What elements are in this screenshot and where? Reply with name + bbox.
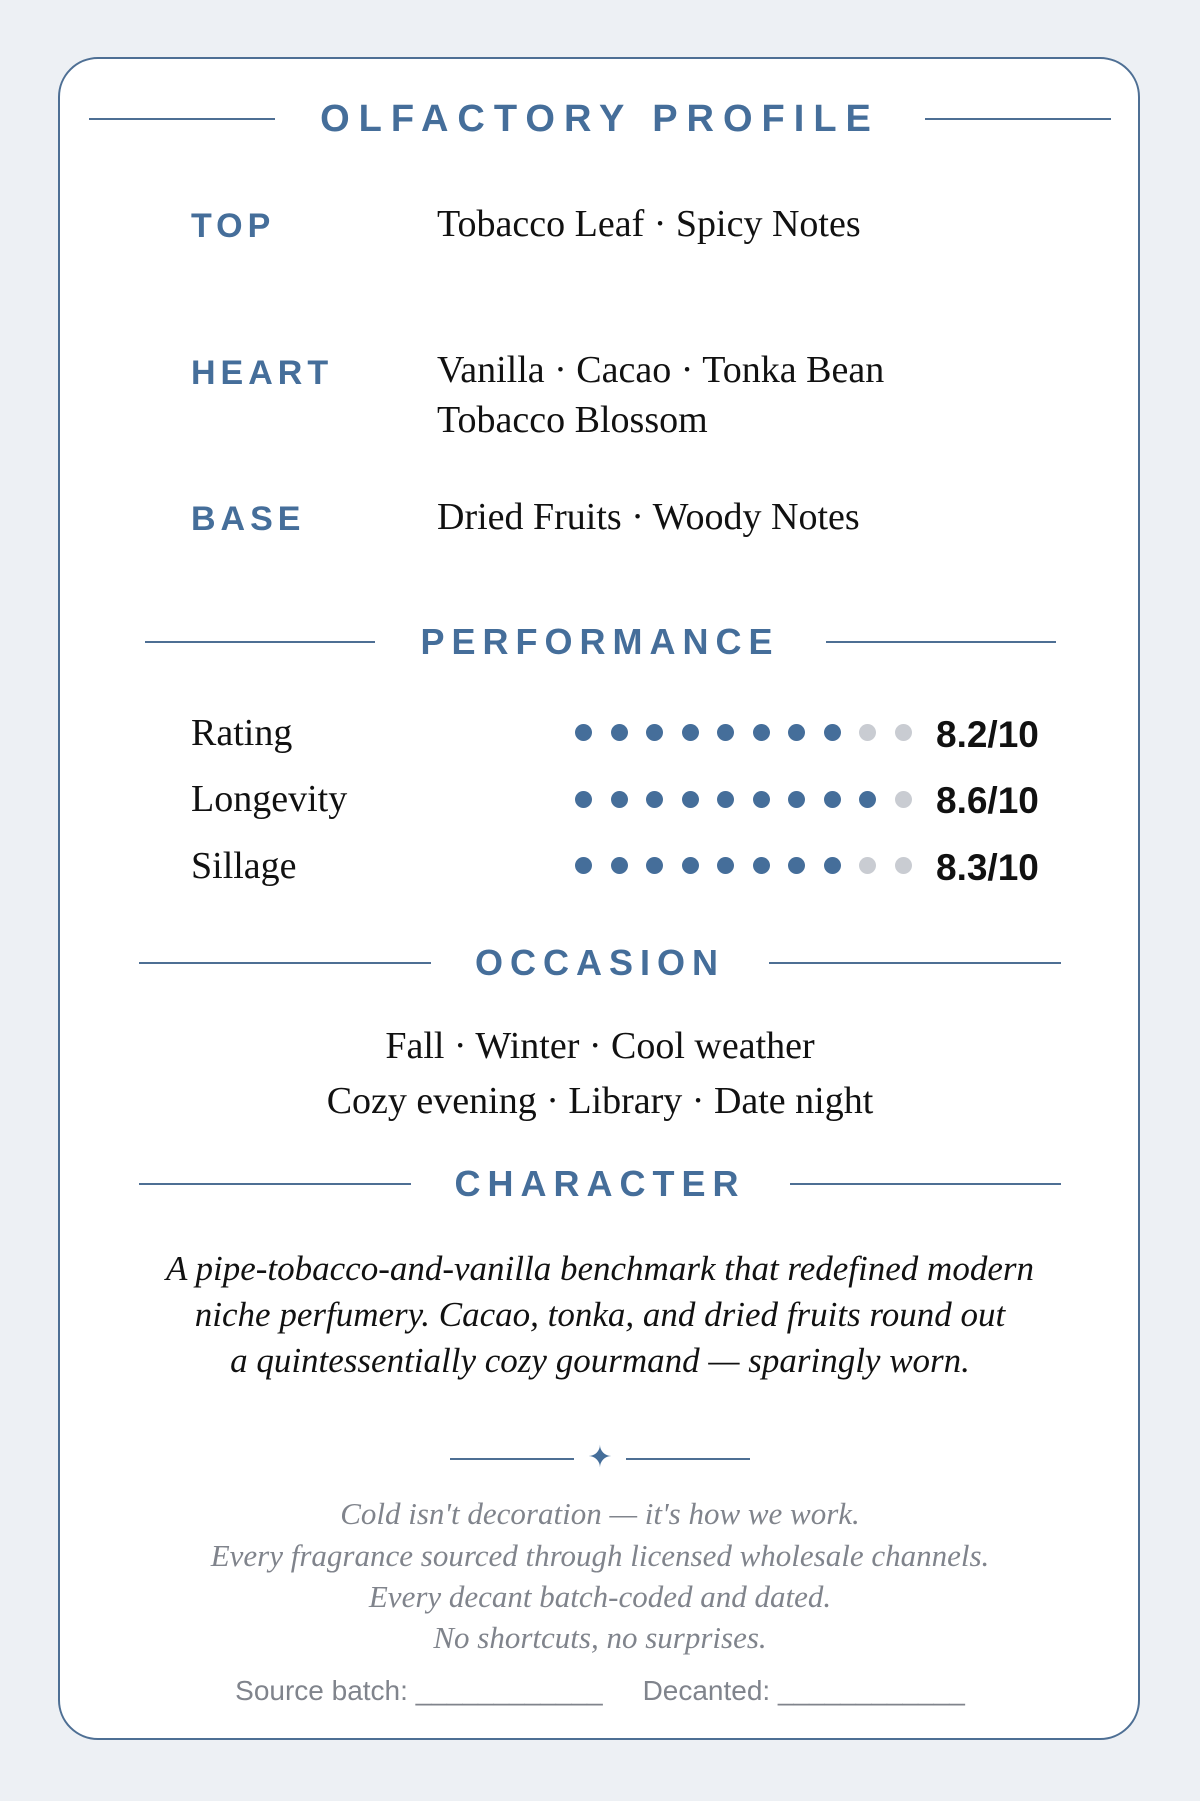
rating-dot-filled [753, 791, 770, 808]
performance-title: PERFORMANCE [420, 621, 780, 662]
footer-fields [0, 1677, 1200, 1705]
rating-dot-filled [646, 724, 663, 741]
rating-dot-filled [824, 857, 841, 874]
rating-dot-filled [753, 724, 770, 741]
rating-dot-filled [575, 791, 592, 808]
rating-dot-filled [575, 857, 592, 874]
performance-score-longevity: 8.6/10 [936, 780, 1039, 821]
heart-notes-line: Vanilla · Cacao · Tonka Bean [437, 349, 885, 391]
footer-line: Every fragrance sourced through licensed wholesale channels. [210, 1538, 990, 1573]
footer-line: Cold isn't decoration — it's how we work. [340, 1496, 860, 1531]
heart-notes-label: HEART [191, 354, 334, 392]
occasion-title: OCCASION [474, 942, 725, 983]
rating-dot-filled [611, 791, 628, 808]
rating-dot-filled [859, 791, 876, 808]
rating-dot-filled [753, 857, 770, 874]
rating-dot-filled [611, 857, 628, 874]
rating-dot-filled [788, 724, 805, 741]
character-title: CHARACTER [454, 1163, 746, 1204]
rating-dot-filled [611, 724, 628, 741]
footer-line: No shortcuts, no surprises. [433, 1620, 767, 1655]
rating-dot-filled [788, 857, 805, 874]
rating-dot-filled [717, 724, 734, 741]
rating-dot-filled [575, 724, 592, 741]
character-description-line: a quintessentially cozy gourmand — sparingly worn. [230, 1341, 970, 1380]
rating-dot-filled [824, 724, 841, 741]
base-notes-line: Dried Fruits · Woody Notes [437, 496, 860, 538]
top-notes-label: TOP [191, 207, 276, 245]
rating-dot-filled [824, 791, 841, 808]
performance-label-sillage: Sillage [191, 845, 297, 887]
top-notes-line: Tobacco Leaf · Spicy Notes [437, 203, 861, 245]
rating-dot-empty [895, 857, 912, 874]
olfactory-profile-title: OLFACTORY PROFILE [320, 98, 880, 140]
rating-dot-filled [717, 857, 734, 874]
four-point-star-icon: ✦ [587, 1440, 613, 1475]
performance-label-rating: Rating [191, 712, 293, 754]
occasion-line: Fall · Winter · Cool weather [385, 1025, 815, 1067]
rating-dot-filled [682, 791, 699, 808]
character-description-line: A pipe-tobacco-and-vanilla benchmark that redefined modern [166, 1249, 1034, 1288]
heart-notes-line: Tobacco Blossom [437, 399, 708, 441]
rating-dot-filled [682, 724, 699, 741]
performance-score-sillage: 8.3/10 [936, 847, 1039, 888]
source-batch-field[interactable]: Source batch: ____________ [235, 1675, 603, 1706]
rating-dot-filled [646, 857, 663, 874]
performance-label-longevity: Longevity [191, 778, 348, 820]
rating-dot-filled [682, 857, 699, 874]
rating-dot-empty [895, 791, 912, 808]
character-description-line: niche perfumery. Cacao, tonka, and dried fruits round out [194, 1295, 1006, 1334]
occasion-line: Cozy evening · Library · Date night [326, 1080, 874, 1122]
footer-line: Every decant batch-coded and dated. [368, 1579, 832, 1614]
rating-dot-filled [788, 791, 805, 808]
performance-score-rating: 8.2/10 [936, 714, 1039, 755]
rating-dot-filled [717, 791, 734, 808]
base-notes-label: BASE [191, 500, 306, 538]
rating-dot-empty [895, 724, 912, 741]
rating-dot-empty [859, 724, 876, 741]
rating-dot-empty [859, 857, 876, 874]
decanted-field[interactable]: Decanted: ____________ [642, 1675, 965, 1706]
rating-dot-filled [646, 791, 663, 808]
profile-card [58, 57, 1140, 1740]
